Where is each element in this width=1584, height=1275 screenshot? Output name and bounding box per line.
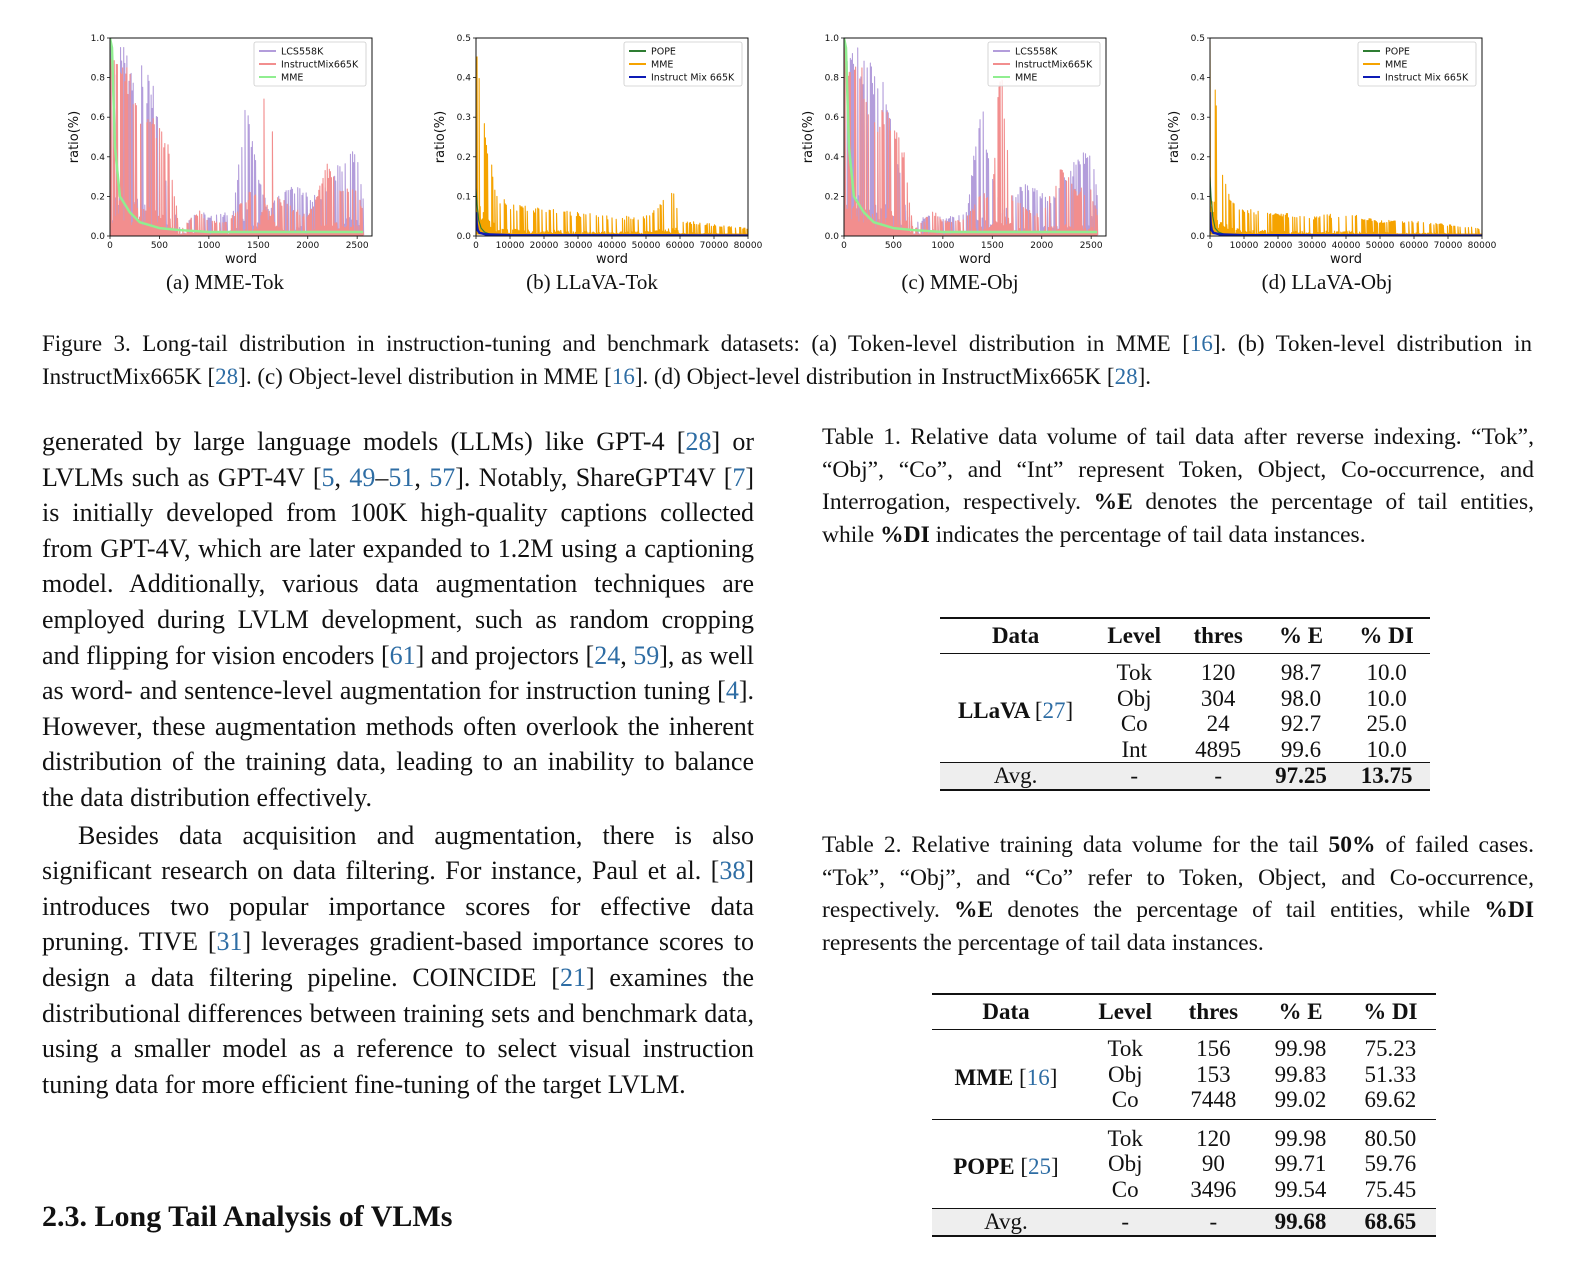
x-tick-label: 1500 [980,241,1004,251]
legend-label: InstructMix665K [281,59,359,71]
bracket: ] [1051,1154,1059,1179]
x-tick-label: 80000 [733,241,763,251]
figure-3 [0,0,1584,310]
chart-llava-tok [428,22,763,267]
x-tick-label: 1500 [246,241,270,251]
y-axis-label: ratio(%) [67,110,82,164]
col-header-thres: thres [1177,618,1259,654]
table-cell: 25.0 [1366,711,1407,736]
citation-link[interactable]: 24 [594,640,621,670]
text-run: , [620,640,634,670]
citation-link[interactable]: 49 [349,462,376,492]
table-cell: Co [1111,1087,1139,1112]
x-axis-label: word [959,252,991,267]
group-label [932,1030,1080,1120]
legend-label: MME [651,59,674,71]
table-cell: 3496 [1190,1176,1237,1202]
x-axis-label: word [596,252,628,267]
table-cell: 24 [1206,711,1230,736]
legend-label: MME [281,72,304,84]
y-tick-label: 0.4 [1190,73,1205,84]
average-cell [1343,763,1430,790]
table-cell: 99.98 [1256,1119,1344,1151]
citation-link[interactable]: 28 [685,427,712,456]
y-axis-label: ratio(%) [433,110,448,164]
citation-link[interactable]: 5 [321,462,335,492]
text-run: %DI [880,521,930,548]
text-run: . (d) Object-level distribution in InstructMix665K [642,364,1107,389]
text-run: Besides data acquisition and augmentation, there is also significant research on data filtering. For instance, Paul et al. [ [42,820,754,886]
x-tick-label: 30000 [563,241,593,251]
figure-caption [42,327,1532,393]
text-run: represents the percentage of tail data instances. [822,929,1264,956]
x-tick-label: 2500 [1079,241,1103,251]
x-tick-label: 1000 [197,241,221,251]
col-header-di: % DI [1343,618,1430,654]
table-cell: Co [1120,711,1148,736]
citation-link[interactable]: 27 [1042,698,1066,724]
text-run: ] [1137,364,1146,389]
text-run: , [414,462,430,492]
citation-link[interactable]: 16 [1189,331,1213,356]
group-label [932,1119,1080,1209]
x-tick-label: 50000 [1365,241,1395,251]
citation-link[interactable]: 57 [429,462,456,492]
col-header-e: % E [1259,618,1343,654]
average-cell: - [1177,763,1259,790]
text-run: ] introduces two popular importance scores for effective data pruning. TIVE [ [42,856,754,957]
legend-label: Instruct Mix 665K [1385,72,1469,84]
y-tick-label: 0.0 [456,232,471,242]
x-tick-label: 1000 [931,241,955,251]
chart-llava-obj [1162,22,1497,267]
y-tick-label: 0.0 [1190,232,1205,242]
citation-link[interactable]: 16 [611,364,635,389]
table-cell: 90 [1201,1151,1225,1176]
x-tick-label: 20000 [529,241,559,251]
table-cell: 7448 [1190,1087,1237,1112]
x-tick-label: 0 [841,241,847,251]
table-cell: 98.7 [1280,660,1322,685]
table-row [932,1030,1436,1062]
col-header-e: % E [1256,994,1344,1030]
table-cell: 99.02 [1274,1087,1327,1112]
table-cell: 92.7 [1280,711,1322,736]
y-tick-label: 0.3 [456,113,471,124]
average-row [940,763,1430,790]
x-tick-label: 10000 [495,241,525,251]
text-run: . [1145,364,1151,389]
bracket: ] [1065,698,1074,724]
y-tick-label: 0.5 [456,34,471,44]
x-tick-label: 70000 [1433,241,1463,251]
table-2-caption [822,829,1534,959]
table-cell: 99.54 [1274,1176,1327,1202]
average-cell: Avg. [932,1209,1080,1236]
x-tick-label: 2000 [296,241,320,251]
citation-link[interactable]: 61 [389,640,416,670]
y-tick-label: 0.4 [456,73,471,84]
x-axis-label: word [1330,252,1362,267]
table-cell: 304 [1200,685,1236,711]
y-tick-label: 0.2 [824,192,839,203]
col-header-level: Level [1080,994,1171,1030]
panel-caption-b: (b) LLaVA-Tok [526,270,658,294]
text-run: – [375,462,389,492]
body-left-column [42,424,754,1102]
table-cell: Int [1121,736,1148,762]
text-run: indicates the percentage of tail data instances. [929,521,1366,548]
y-axis-label: ratio(%) [801,110,816,164]
table-1 [940,617,1430,791]
text-run: generated by large language models (LLMs) like GPT-4 [42,427,677,456]
text-run: ], as well as word- and sentence-level augmentation for instruction tuning [ [42,640,754,706]
average-cell: - [1080,1209,1171,1236]
x-tick-label: 500 [884,241,903,251]
table-cell: 153 [1196,1061,1231,1087]
panel-caption-c: (c) MME-Obj [901,270,1019,294]
text-run: [ [1182,331,1190,356]
table-cell: Co [1111,1176,1139,1202]
citation-link[interactable]: 21 [559,962,586,992]
panel-caption-d: (d) LLaVA-Obj [1261,270,1393,294]
legend-label: InstructMix665K [1015,59,1093,71]
table-cell: 10.0 [1366,736,1407,762]
average-cell [1259,763,1343,790]
group-label [940,654,1091,763]
x-tick-label: 40000 [597,241,627,251]
panel-caption-a: (a) MME-Tok [165,270,285,294]
text-run: ] or LVLMs such as GPT-4V [ [42,427,754,492]
text-run: ] [1212,331,1221,356]
x-tick-label: 40000 [1331,241,1361,251]
table-row [932,1119,1436,1151]
citation-link[interactable]: 25 [1028,1154,1052,1179]
group-name: LLaVA [957,698,1035,724]
y-tick-label: 0.0 [824,232,839,242]
col-header-data: Data [932,994,1080,1030]
average-cell: - [1170,1209,1256,1236]
text-run: %E [954,897,994,924]
chart-mme-tok [62,22,382,267]
average-cell: - [1091,763,1177,790]
x-tick-label: 0 [473,241,479,251]
text-run: of failed cases. “Tok”, “Obj”, and “Co” refer to Token, Object, and Co-occurrence, respectively. [822,832,1534,924]
citation-link[interactable]: 28 [1114,364,1138,389]
text-run: [ [1106,364,1115,389]
x-tick-label: 70000 [699,241,729,251]
citation-link[interactable]: 31 [216,927,243,957]
text-run: 50% [1328,832,1376,858]
x-tick-label: 10000 [1229,241,1259,251]
average-value: 99.68 [1274,1209,1327,1234]
table-cell: 4895 [1195,736,1242,762]
text-run: ] [238,364,246,389]
citation-link[interactable]: 38 [719,856,746,886]
y-tick-label: 0.1 [456,192,471,203]
col-header-thres: thres [1170,994,1256,1030]
table-cell: 75.45 [1364,1176,1417,1202]
x-tick-label: 60000 [665,241,695,251]
table-cell: 99.83 [1274,1061,1327,1087]
chart-svg [1162,22,1497,267]
y-tick-label: 0.8 [824,73,839,84]
table-cell: Tok [1116,660,1152,685]
text-run: , [334,462,350,492]
chart-svg [796,22,1116,267]
x-tick-label: 0 [1207,241,1213,251]
text-run: Table 2. Relative training data volume for the tail [822,832,1329,858]
y-tick-label: 1.0 [90,34,105,44]
table-cell: 51.33 [1364,1061,1417,1087]
average-row [932,1209,1436,1236]
x-tick-label: 500 [150,241,169,251]
col-header-di: % DI [1345,994,1436,1030]
legend-label: POPE [651,46,676,58]
text-run: ]. However, these augmentation methods often overlook the inherent distribution of the training data, leading to an inability to balance the data distribution effectively. [42,676,754,812]
y-tick-label: 0.1 [1190,192,1205,203]
average-cell: Avg. [940,763,1091,790]
average-value: 13.75 [1360,763,1413,788]
average-cell [1345,1209,1436,1236]
text-run: %E [1093,489,1133,516]
citation-link[interactable]: 7 [732,462,746,492]
text-run: denotes the percentage of tail entities, while [822,489,1534,548]
text-run: ] and projectors [ [415,640,595,670]
table-1-caption [822,421,1534,551]
x-tick-label: 2000 [1030,241,1054,251]
table-cell: 10.0 [1366,660,1407,685]
text-run: ] [634,364,643,389]
legend-label: LCS558K [1015,46,1058,58]
table-cell: 75.23 [1364,1036,1417,1061]
table-cell: 156 [1196,1036,1231,1061]
x-tick-label: 0 [107,241,113,251]
y-tick-label: 0.2 [90,192,105,203]
text-run: ] examines the distributional differences between training sets and benchmark data, using a smaller model as a reference to select visual instruction tuning data for more efficient fine-tuning of the target LVLM. [42,962,754,1099]
text-run: ] leverages gradient-based importance scores to design a data filtering pipeline. COINCIDE [ [42,927,754,992]
table-cell: 80.50 [1345,1119,1436,1151]
text-run: Figure 3. Long-tail distribution in instruction-tuning and benchmark datasets: (a) Token-level distribution in MME [42,331,1183,356]
citation-link[interactable]: 51 [388,462,415,492]
average-cell [1256,1209,1344,1236]
citation-link[interactable]: 28 [215,364,239,389]
text-run: [ [676,427,686,456]
y-tick-label: 0.2 [456,152,471,163]
legend-label: LCS558K [281,46,324,58]
section-heading: 2.3. Long Tail Analysis of VLMs [42,1200,453,1233]
x-tick-label: 30000 [1297,241,1327,251]
y-tick-label: 1.0 [824,34,839,44]
x-tick-label: 80000 [1467,241,1497,251]
text-run: denotes the percentage of tail entities, while [993,897,1485,924]
y-tick-label: 0.6 [824,113,839,124]
text-run: ]. Notably, ShareGPT4V [ [455,462,733,492]
bracket: [ [1020,1154,1029,1179]
x-tick-label: 50000 [631,241,661,251]
chart-svg [428,22,763,267]
x-tick-label: 60000 [1399,241,1429,251]
table-cell: 99.71 [1274,1151,1327,1176]
col-header-data: Data [940,618,1091,654]
y-tick-label: 0.4 [90,152,105,163]
legend-label: Instruct Mix 665K [651,72,735,84]
body-paragraph-1 [42,424,754,816]
x-tick-label: 20000 [1263,241,1293,251]
y-tick-label: 0.0 [90,232,105,242]
y-axis-label: ratio(%) [1167,110,1182,164]
bracket: ] [1049,1064,1058,1090]
chart-svg [62,22,382,267]
table-cell: 59.76 [1364,1151,1417,1176]
y-tick-label: 0.6 [90,113,105,124]
table-2 [932,993,1436,1237]
text-run: . (c) Object-level distribution in MME [245,364,605,389]
citation-link[interactable]: 4 [725,676,739,706]
legend-label: MME [1015,72,1038,84]
table-row [940,654,1430,686]
table-cell: Obj [1107,1151,1143,1176]
table-cell: 120 [1170,1119,1256,1151]
bracket: [ [1019,1064,1027,1090]
table-cell: Tok [1080,1119,1171,1151]
table-cell: Obj [1107,1061,1143,1087]
group-name: MME [954,1064,1020,1090]
group-name: POPE [953,1154,1021,1179]
table-cell: 98.0 [1280,685,1322,711]
table-cell: Obj [1116,685,1152,711]
text-run: [ [207,364,216,389]
text-run: . (b) Token-level distribution in InstructMix665K [42,331,1532,389]
table-cell: 99.6 [1280,736,1322,762]
text-run: %DI [1484,897,1534,924]
body-paragraph-2 [42,818,754,1103]
table-cell: Tok [1107,1036,1143,1061]
average-value: 68.65 [1364,1209,1417,1234]
y-tick-label: 0.3 [1190,113,1205,124]
text-run: ] is initially developed from 100K high-quality captions collected from GPT-4V, which are later expanded to 1.2M using a captioning model. Additionally, various data augmentation techniques are employed during LVLM development, such as random cropping and flipping for vision encoders [ [42,462,755,670]
bracket: [ [1034,698,1043,724]
table-cell: 10.0 [1366,685,1407,711]
y-tick-label: 0.5 [1190,34,1205,44]
citation-link[interactable]: 59 [633,640,660,670]
col-header-level: Level [1091,618,1177,654]
average-value: 97.25 [1275,763,1327,788]
x-tick-label: 2500 [345,241,369,251]
table-cell: 99.98 [1274,1036,1327,1061]
x-axis-label: word [225,252,257,267]
text-run: Table 1. Relative data volume of tail data after reverse indexing. “Tok”, “Obj”, “Co”, and “Int” represent Token, Object, Co-occurrence, and Interrogation, respectively. [822,424,1534,516]
text-run: [ [604,364,612,389]
table-cell: 69.62 [1364,1087,1417,1112]
y-tick-label: 0.4 [824,152,839,163]
citation-link[interactable]: 16 [1026,1064,1050,1090]
legend-label: POPE [1385,46,1410,58]
table-cell: 120 [1200,660,1236,685]
legend-label: MME [1385,59,1408,71]
chart-mme-obj [796,22,1116,267]
y-tick-label: 0.8 [90,73,105,84]
y-tick-label: 0.2 [1190,152,1205,163]
